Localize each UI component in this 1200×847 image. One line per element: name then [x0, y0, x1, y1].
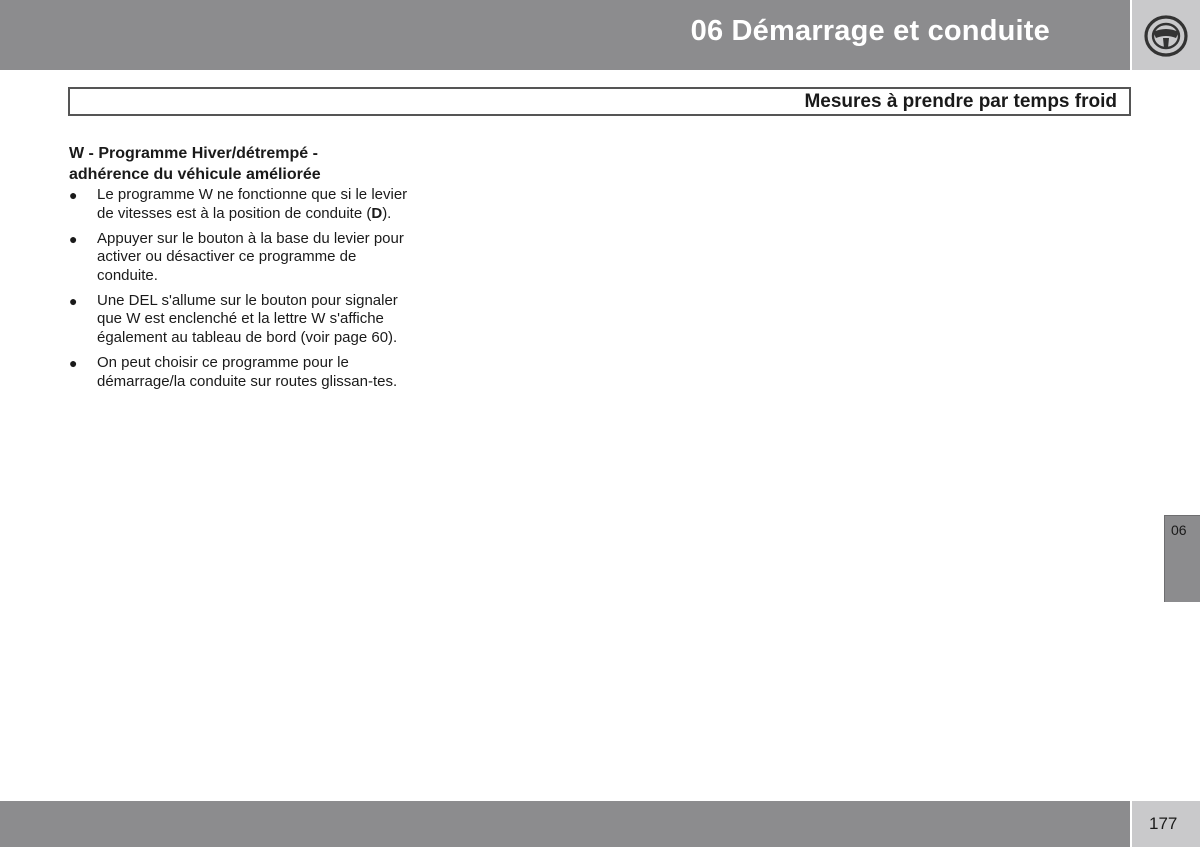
- chapter-icon-box: [1132, 0, 1200, 70]
- bullet-list: [69, 186, 409, 391]
- footer-bar: [0, 801, 1130, 847]
- page-number-box: [1132, 801, 1200, 847]
- content-heading: [69, 143, 409, 185]
- list-item-text: Appuyer sur le bouton à la base du levier pour activer ou désactiver ce programme de conduite.: [97, 229, 404, 284]
- page-number: 177: [1149, 814, 1178, 833]
- content-column: [69, 143, 409, 398]
- content-heading-line2: adhérence du véhicule améliorée: [69, 166, 321, 183]
- section-header: [68, 87, 1131, 116]
- list-item-text-post: ).: [382, 204, 392, 222]
- list-item-text: Une DEL s'allume sur le bouton pour signaler que W est enclenché et la lettre W s'affiche également au tableau de bord (voir page 60).: [97, 291, 398, 346]
- bullet-icon: ●: [69, 187, 78, 203]
- list-item: [69, 354, 409, 391]
- bullet-icon: ●: [69, 292, 78, 309]
- list-item-text-pre: Le programme W ne fonctionne que si le levier de vitesses est à la position de conduite (: [97, 186, 408, 222]
- content-heading-line1: W - Programme Hiver/détrempé -: [69, 145, 318, 162]
- list-item: [69, 186, 409, 223]
- gear-position-label: D: [371, 204, 383, 222]
- side-tab-label: 06: [1171, 522, 1187, 538]
- list-item-text: On peut choisir ce programme pour le démarrage/la conduite sur routes glissan-tes.: [97, 353, 398, 390]
- section-title: Mesures à prendre par temps froid: [804, 91, 1117, 112]
- bullet-icon: ●: [69, 230, 78, 247]
- list-item: [69, 292, 409, 348]
- list-item: [69, 230, 409, 286]
- header-bar: [0, 0, 1130, 70]
- chapter-title: 06 Démarrage et conduite: [690, 15, 1050, 47]
- steering-wheel-icon: [1143, 14, 1189, 58]
- chapter-side-tab: [1164, 515, 1200, 602]
- bullet-icon: ●: [69, 354, 78, 371]
